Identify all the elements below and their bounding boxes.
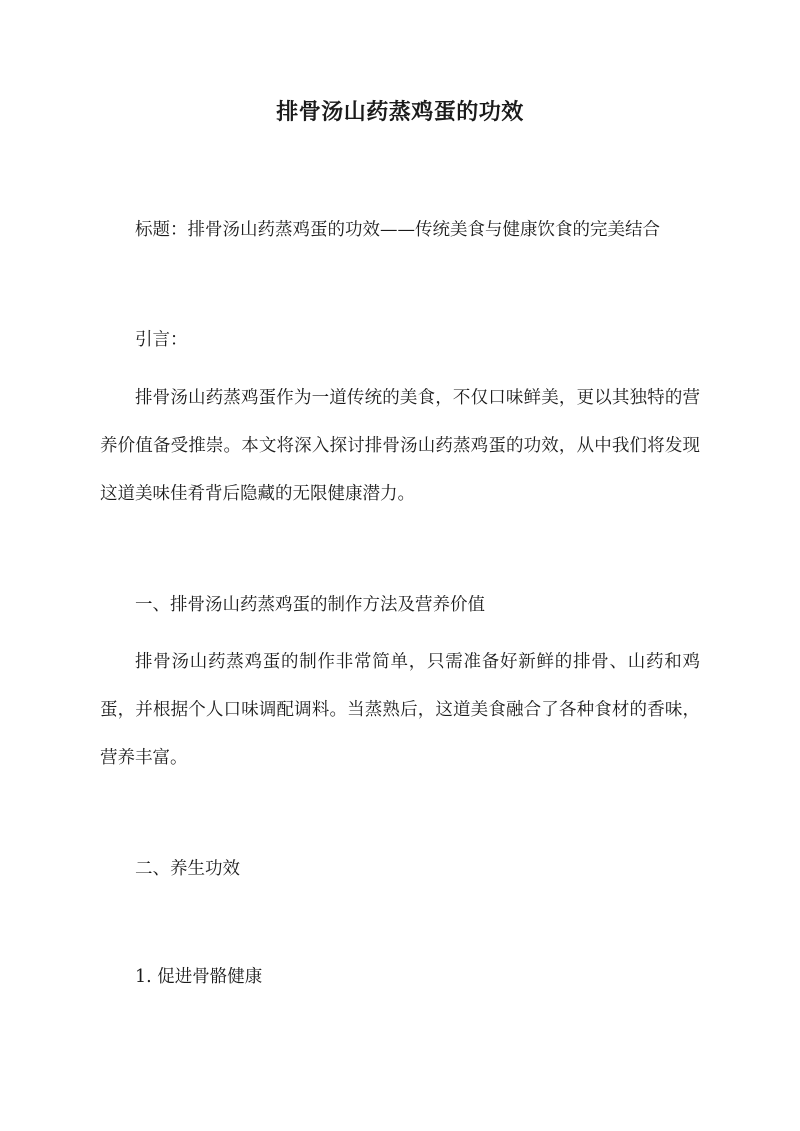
- section-1-paragraph: 排骨汤山药蒸鸡蛋的制作非常简单，只需准备好新鲜的排骨、山药和鸡蛋，并根据个人口味调配调料。当蒸熟后，这道美食融合了各种食材的香味，营养丰富。: [100, 652, 700, 768]
- document-title: 排骨汤山药蒸鸡蛋的功效: [276, 99, 524, 125]
- subtitle-line: 标题：排骨汤山药蒸鸡蛋的功效——传统美食与健康饮食的完美结合: [135, 220, 660, 240]
- intro-heading: 引言：: [135, 330, 188, 350]
- section-2-heading: 二、养生功效: [135, 859, 240, 879]
- intro-paragraph: 排骨汤山药蒸鸡蛋作为一道传统的美食，不仅口味鲜美，更以其独特的营养价值备受推崇。本文将深入探讨排骨汤山药蒸鸡蛋的功效，从中我们将发现这道美味佳肴背后隐藏的无限健康潜力。: [100, 388, 700, 504]
- item-1-heading: 1. 促进骨骼健康: [135, 967, 263, 987]
- section-1-heading: 一、排骨汤山药蒸鸡蛋的制作方法及营养价值: [135, 595, 485, 615]
